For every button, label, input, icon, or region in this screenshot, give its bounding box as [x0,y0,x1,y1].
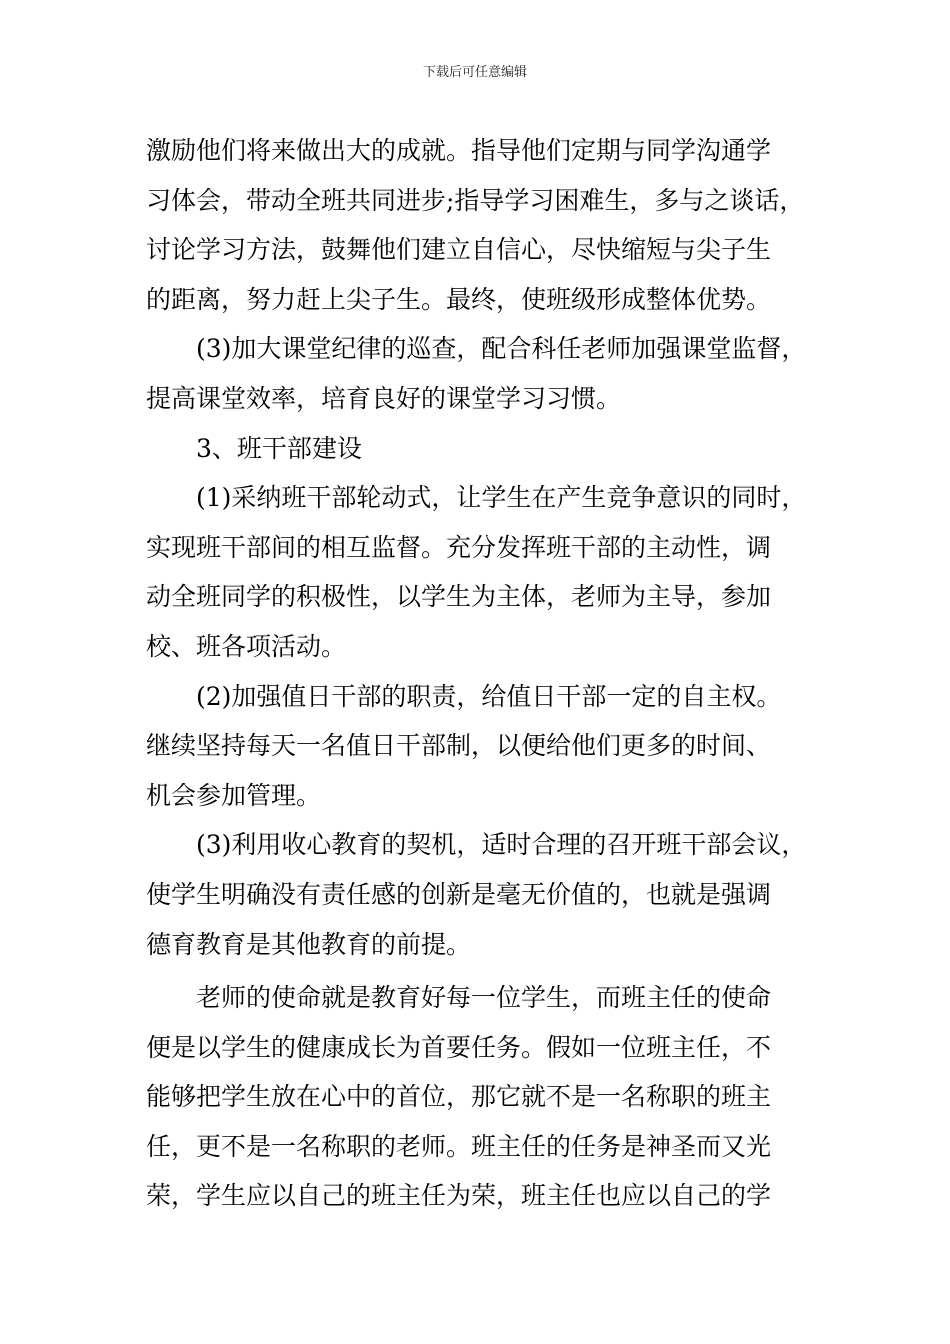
text-line: 习体会，带动全班共同进步;指导学习困难生，多与之谈话， [146,185,805,215]
text-line: 使学生明确没有责任感的创新是毫无价值的，也就是强调 [146,879,772,909]
text-line: 动全班同学的积极性，以学生为主体，老师为主导，参加 [146,582,772,612]
text-line: 实现班干部间的相互监督。充分发挥班干部的主动性，调 [146,532,772,562]
text-line: 德育教育是其他教育的前提。 [146,929,472,959]
text-line: 激励他们将来做出大的成就。指导他们定期与同学沟通学 [146,136,772,165]
text-line: 的距离，努力赶上尖子生。最终，使班级形成整体优势。 [146,284,772,314]
text-line: 任，更不是一名称职的老师。班主任的任务是神圣而又光 [146,1131,772,1161]
text-line: 荣，学生应以自己的班主任为荣，班主任也应以自己的学 [146,1181,772,1211]
body-text [146,126,806,1221]
section-heading: 3、班干部建设 [146,433,362,463]
page-header: 下载后可任意编辑 [422,65,527,80]
text-line: (3)利用收心教育的契机，适时合理的召开班干部会议， [146,830,806,860]
text-line: 讨论学习方法，鼓舞他们建立自信心，尽快缩短与尖子生 [146,235,772,265]
text-line: 机会参加管理。 [146,780,322,810]
text-line: 校、班各项活动。 [146,631,347,661]
text-line: 能够把学生放在心中的首位，那它就不是一名称职的班主 [146,1082,772,1112]
text-line: (3)加大课堂纪律的巡查，配合科任老师加强课堂监督， [146,334,806,364]
text-line: (1)采纳班干部轮动式，让学生在产生竞争意识的同时， [146,483,806,513]
text-line: 提高课堂效率，培育良好的课堂学习习惯。 [146,383,622,413]
text-line: (2)加强值日干部的职责，给值日干部一定的自主权。 [146,681,782,711]
text-line: 继续坚持每天一名值日干部制，以便给他们更多的时间、 [146,731,772,761]
text-line: 老师的使命就是教育好每一位学生，而班主任的使命 [146,983,772,1013]
text-line: 便是以学生的健康成长为首要任务。假如一位班主任，不 [146,1032,772,1062]
